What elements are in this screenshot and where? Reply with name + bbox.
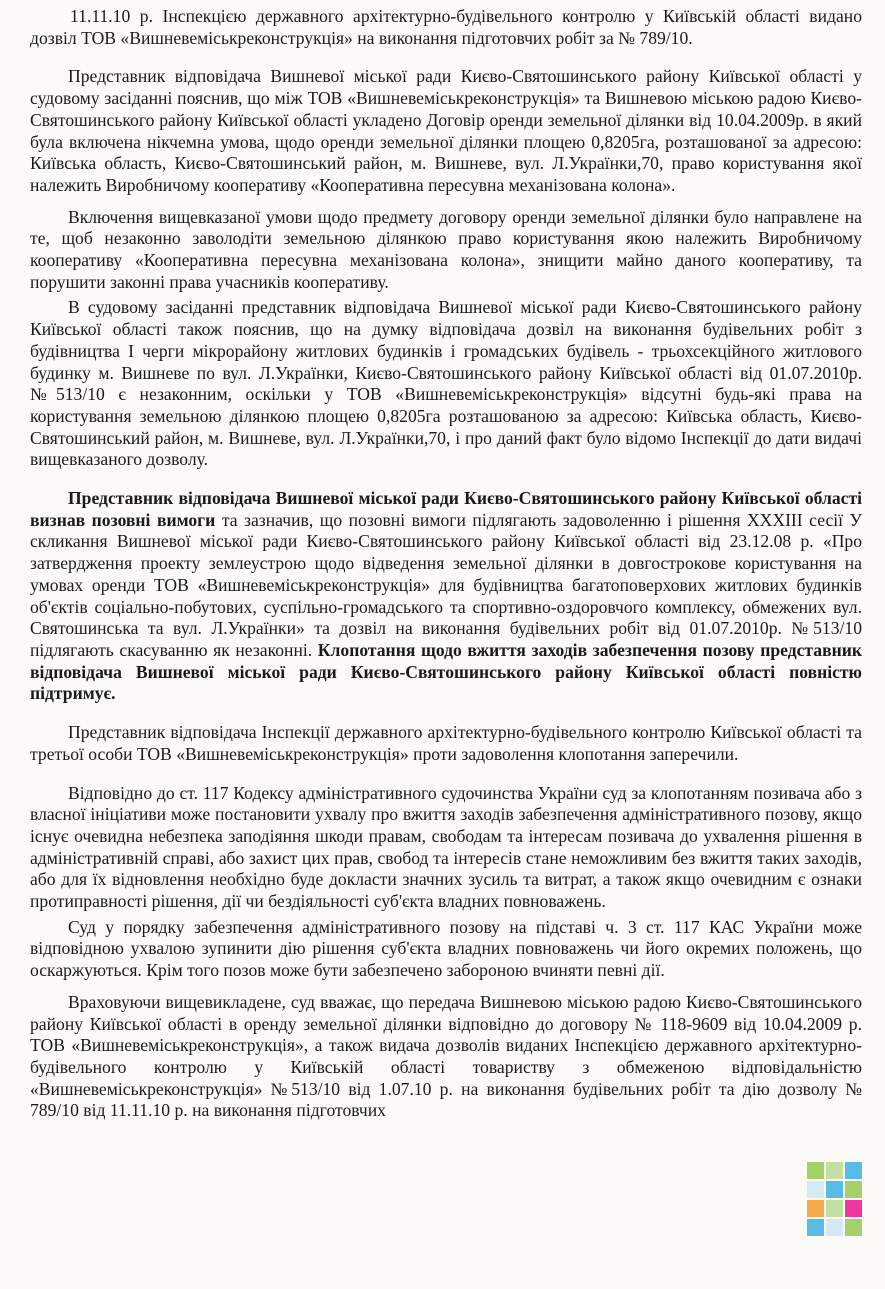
document-page [30,6,862,1122]
paragraph-securing-claim: Суд у порядку забезпечення адміністративного позову на підставі ч. 3 ст. 117 КАС України може відповідною ухвалою зупинити дію рішення суб'єкта владних повноважень чи його окремих положень, що оскаржуються. Крім того позов може бути забезпечено забороною вчиняти певні дії. [30,916,862,981]
logo-square-blue-2 [826,1181,843,1198]
paragraph-permit-issued: 11.11.10 р. Інспекцією державного архітектурно-будівельного контролю у Київській області видано дозвіл ТОВ «Вишневеміськреконструкція» на виконання підготовчих робіт за № 789/10. [30,6,862,48]
logo-square-lightblue-2 [826,1219,843,1236]
bold-recognition: Представник відповідача Вишневої міської ради Києво-Святошинського району Київської області визнав позовні вимоги [30,488,862,530]
logo-square-magenta [845,1200,862,1217]
logo-square-lightgreen [826,1162,843,1179]
logo-square-blue [845,1162,862,1179]
logo-square-orange [807,1200,824,1217]
bold-motion-support: Клопотання щодо вжиття заходів забезпечення позову представник відповідача Вишневої міської ради Києво-Святошинського району Київської області повністю підтримує. [30,639,862,704]
logo-square-green-3 [845,1219,862,1236]
logo-square-blue-3 [807,1219,824,1236]
paragraph-claims-recognized [30,488,862,705]
paragraph-condition-inclusion: Включення вищевказаної умови щодо предмету договору оренди земельної ділянки було направлене на те, щоб незаконно заволодіти земельною ділянкою право користування якою належить Виробничому кооперативу «Кооперативна пересувна механізована колона», знищити майно даного кооперативу, та порушити законні права учасників кооперативу. [30,206,862,292]
logo-square-green [807,1162,824,1179]
logo-square-lightgreen-2 [826,1200,843,1217]
recognition-details: та зазначив, що позовні вимоги підлягають задоволенню і рішення XXXIII сесії У скликання Вишневої міської ради Києво-Святошинського району Київської області від 23.12.08 р. «Про затвердження проекту землеустрою щодо відведення земельної ділянки в довгострокове користування на умовах оренди ТОВ «Вишневеміськреконструкція» для будівництва багатоповерхових житлових будинків об'єктів соціально-побутових, суспільно-громадського та спортивно-оздоровчого комплексу, обмежених вул. Святошинська та вул. Л.Українки» та дозвіл на виконання будівельних робіт від 01.07.2010р. №513/10 підлягають скасуванню як незаконні. [30,509,863,660]
watermark-logo-icon [807,1162,871,1252]
paragraph-article-117: Відповідно до ст. 117 Кодексу адміністративного судочинства України суд за клопотанням позивача або з власної ініціативи може постановити ухвалу про вжиття заходів забезпечення адміністративного позову, якщо існує очевидна небезпека заподіяння шкоди правам, свободам та інтересам позивача до ухвалення рішення в адміністративній справі, або захист цих прав, свобод та інтересів стане неможливим без вжиття таких заходів, або для їх відновлення необхідно буде докласти значних зусиль та витрат, а також якщо очевидним є ознаки протиправності рішення, дії чи бездіяльності суб'єкта владних повноважень. [30,782,862,912]
logo-square-lightblue [807,1181,824,1198]
paragraph-court-considers: Враховуючи вищевикладене, суд вважає, що передача Вишневою міською радою Києво-Святошинського району Київської області в оренду земельної ділянки відповідно до договору № 118-9609 від 10.04.2009 р. ТОВ «Вишневеміськреконструкція», а також видача дозволів виданих Інспекцією державного архітектурно-будівельного контролю у Київській області товариству з обмеженою відповідальністю «Вишневеміськреконструкція» №513/10 від 1.07.10 р. на виконання будівельних робіт та дію дозволу № 789/10 від 11.11.10 р. на виконання підготовчих [30,991,862,1121]
paragraph-council-explanation: Представник відповідача Вишневої міської ради Києво-Святошинського району Київської області у судовому засіданні пояснив, що між ТОВ «Вишневеміськреконструкція» та Вишневою міською радою Києво-Святошинського району Київської області укладено Договір оренди земельної ділянки від 10.04.2009р. в який була включена нікчемна умова, щодо оренди земельної ділянки площею 0,8205га, розташованої за адресою: Київська область, Києво-Святошинський район, м. Вишневе, вул. Л.Українки,70, право користування якої належить Виробничому кооперативу «Кооперативна пересувна механізована колона». [30,66,862,195]
paragraph-permit-unlawful: В судовому засіданні представник відповідача Вишневої міської ради Києво-Святошинського району Київської області також пояснив, що на думку відповідача дозвіл на виконання будівельних робіт з будівництва I черги мікрорайону житлових будинків і громадських будівель - трьохсекційного житлового будинку м. Вишневе по вул. Л.Українки, Києво-Святошинського району Київської області від 01.07.2010р. №513/10 є незаконним, оскільки у ТОВ «Вишневеміськреконструкція» відсутні будь-які права на користування земельною ділянкою площею 0,8205га розташованою за адресою: Київська область, Києво-Святошинський район, м. Вишневе, вул. Л.Українки,70, і про даний факт було відомо Інспекції до дати видачі вищевказаного дозволу. [30,297,862,470]
paragraph-objection: Представник відповідача Інспекції державного архітектурно-будівельного контролю Київської області та третьої особи ТОВ «Вишневеміськреконструкція» проти задоволення клопотання заперечили. [30,722,862,764]
logo-square-green-2 [845,1181,862,1198]
